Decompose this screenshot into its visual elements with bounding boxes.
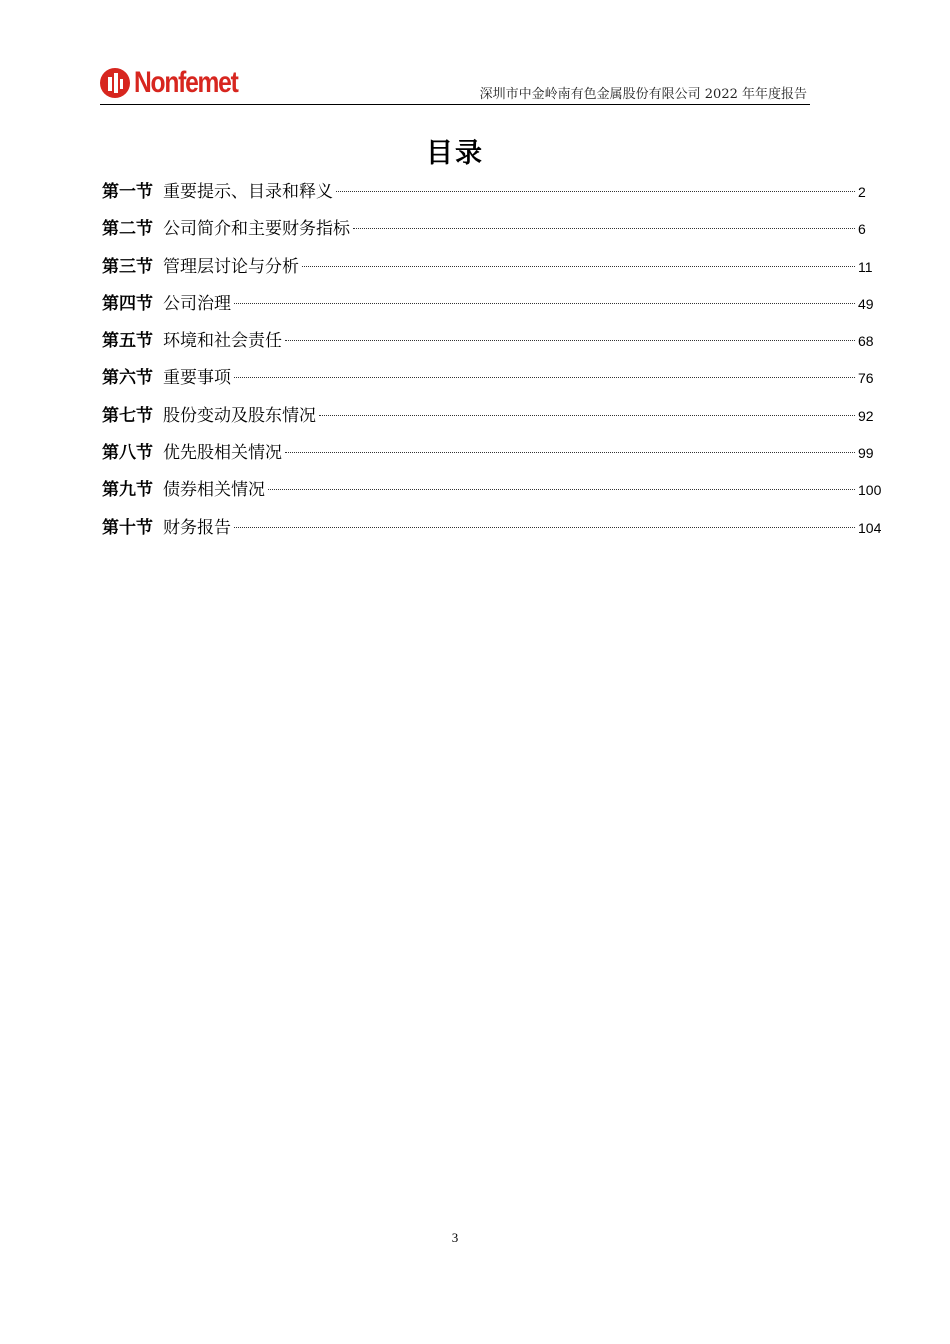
- toc-page-number: 6: [858, 221, 866, 238]
- toc-section-label: 公司简介和主要财务指标: [163, 219, 350, 240]
- toc-entry[interactable]: [102, 474, 884, 511]
- company-logo: [100, 66, 260, 100]
- toc-section-label: 财务报告: [163, 517, 231, 538]
- toc-leader-dots: [268, 489, 855, 490]
- toc-section-label: 股份变动及股东情况: [163, 405, 316, 426]
- toc-section-number: 第七节: [102, 405, 153, 426]
- toc-section-label: 公司治理: [163, 293, 231, 314]
- toc-section-number: 第四节: [102, 293, 153, 314]
- page-header: [100, 62, 810, 105]
- toc-leader-dots: [285, 340, 855, 341]
- toc-entry[interactable]: [102, 437, 884, 474]
- toc-page-number: 104: [858, 519, 882, 536]
- toc-entry[interactable]: [102, 213, 884, 250]
- toc-title: 目录: [426, 138, 484, 169]
- toc-leader-dots: [353, 228, 855, 229]
- nonfemet-logo-icon: [100, 68, 130, 98]
- toc-section-label: 债券相关情况: [163, 480, 265, 501]
- toc-leader-dots: [336, 191, 855, 192]
- toc-section-number: 第二节: [102, 219, 153, 240]
- toc-section-label: 重要提示、目录和释义: [163, 182, 333, 202]
- toc-entry[interactable]: [102, 251, 884, 288]
- toc-section-number: 第十节: [102, 517, 153, 538]
- toc-page-number: 99: [858, 445, 874, 462]
- toc-leader-dots: [234, 527, 855, 528]
- toc-page-number: 100: [858, 482, 882, 499]
- toc-page-number: 68: [858, 333, 874, 350]
- toc-page-number: 92: [858, 407, 874, 424]
- toc-entry[interactable]: [102, 400, 884, 437]
- toc-section-number: 第八节: [102, 443, 153, 464]
- toc-leader-dots: [285, 452, 855, 453]
- toc-section-label: 环境和社会责任: [163, 331, 282, 352]
- toc-section-number: 第三节: [102, 256, 153, 277]
- toc-leader-dots: [234, 377, 855, 378]
- toc-section-label: 重要事项: [163, 368, 231, 389]
- toc-leader-dots: [319, 415, 855, 416]
- toc-page-number: 76: [858, 370, 874, 387]
- page-number: 3: [451, 1230, 459, 1245]
- toc-entry[interactable]: [102, 325, 884, 362]
- toc-section-number: 第六节: [102, 368, 153, 389]
- toc-page-number: 11: [858, 258, 873, 275]
- toc-entry[interactable]: [102, 362, 884, 399]
- toc-page-number: 2: [858, 184, 866, 200]
- toc-entry[interactable]: [102, 512, 884, 549]
- toc-section-label: 优先股相关情况: [163, 443, 282, 464]
- toc-section-number: 第五节: [102, 331, 153, 352]
- toc-page-number: 49: [858, 295, 874, 312]
- toc-entry[interactable]: [102, 288, 884, 325]
- toc-leader-dots: [302, 266, 855, 267]
- logo-text: Nonfemet: [134, 66, 238, 99]
- toc-leader-dots: [234, 303, 855, 304]
- toc-section-label: 管理层讨论与分析: [163, 256, 299, 277]
- report-title: 深圳市中金岭南有色金属股份有限公司 2022 年年度报告: [479, 87, 807, 102]
- table-of-contents: [102, 176, 884, 549]
- toc-entry[interactable]: [102, 176, 884, 213]
- toc-section-number: 第一节: [102, 182, 153, 202]
- toc-section-number: 第九节: [102, 480, 153, 501]
